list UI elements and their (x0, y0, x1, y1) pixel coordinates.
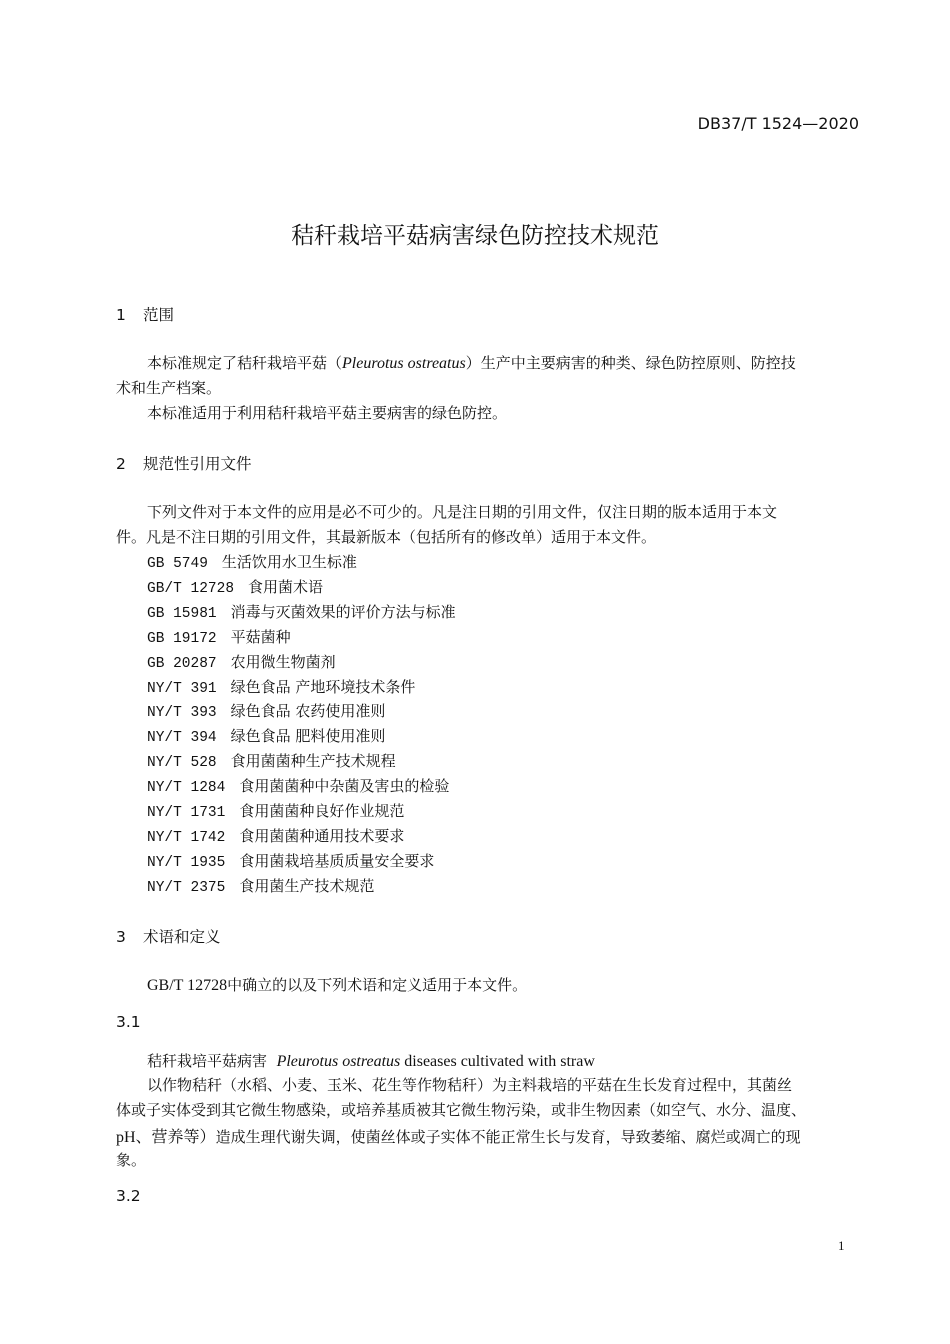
definition-line: 体或子实体受到其它微生物感染，或培养基质被其它微生物污染，或非生物因素（如空气、水分、温度、 (116, 1101, 807, 1119)
reference-item (147, 601, 456, 622)
reference-title: 食用菌生产技术规范 (239, 876, 375, 895)
reference-item (147, 775, 449, 796)
reference-item (147, 750, 396, 771)
reference-code: NY/T 393 (147, 705, 217, 722)
reference-title: 食用菌菌种生产技术规程 (230, 752, 396, 771)
reference-item (147, 676, 415, 697)
reference-title: 农用微生物菌剂 (230, 652, 336, 671)
reference-code: NY/T 1935 (147, 854, 226, 871)
reference-item (147, 551, 357, 572)
reference-title: 食用菌菌种中杂菌及害虫的检验 (239, 777, 450, 796)
section-title: 术语和定义 (143, 928, 221, 946)
reference-title: 食用菌术语 (248, 577, 324, 596)
text: 造成生理代谢失调，使菌丝体或子实体不能正常生长与发育，导致萎缩、腐烂或凋亡的现 (215, 1128, 801, 1146)
reference-code: NY/T 528 (147, 755, 217, 772)
text: 中确立的以及下列术语和定义适用于本文件。 (227, 976, 528, 994)
reference-title: 平菇菌种 (230, 627, 291, 646)
section-title: 规范性引用文件 (143, 455, 252, 473)
term-latin: Pleurotus ostreatus (276, 1053, 401, 1070)
reference-title: 消毒与灭菌效果的评价方法与标准 (230, 602, 456, 621)
text: 本标准规定了秸秆栽培平菇（ (147, 354, 343, 372)
reference-code: NY/T 2375 (147, 879, 226, 896)
reference-code: GB 5749 (147, 556, 208, 572)
reference-code: NY/T 1742 (147, 829, 226, 846)
section-number: 2 (116, 455, 126, 473)
scope-paragraph-line: 术和生产档案。 (116, 379, 222, 397)
section-title: 范围 (143, 306, 175, 324)
section-number: 1 (116, 306, 126, 324)
reference-title: 食用菌栽培基质质量安全要求 (239, 851, 435, 870)
text: pH、营养等） (116, 1129, 216, 1146)
definition-line: 象。 (116, 1151, 147, 1169)
reference-title: 绿色食品 产地环境技术条件 (230, 677, 416, 696)
document-number: DB37/T 1524—2020 (697, 114, 859, 133)
reference-item (147, 651, 336, 672)
reference-item (147, 850, 434, 871)
definition-line: 以作物秸秆（水稻、小麦、玉米、花生等作物秸秆）为主料栽培的平菇在生长发育过程中，其菌丝 (147, 1076, 793, 1094)
reference-item (147, 800, 404, 821)
terms-intro (147, 974, 527, 995)
term-heading (147, 1050, 595, 1071)
reference-title: 食用菌菌种良好作业规范 (239, 802, 405, 820)
reference-code: GB 19172 (147, 630, 217, 647)
reference-code: NY/T 1731 (147, 805, 226, 821)
definition-line (116, 1124, 801, 1147)
reference-code: NY/T 394 (147, 730, 217, 747)
reference-title: 生活饮用水卫生标准 (221, 553, 357, 571)
reference-item (147, 626, 291, 647)
term-english: diseases cultivated with straw (400, 1053, 595, 1070)
scope-paragraph: 本标准适用于利用秸秆栽培平菇主要病害的绿色防控。 (147, 404, 508, 422)
reference-item (147, 700, 385, 721)
reference-code: GB/T 12728 (147, 580, 235, 597)
reference-title: 绿色食品 肥料使用准则 (230, 727, 386, 746)
reference-code: GB 20287 (147, 655, 217, 672)
reference-code: GB 15981 (147, 605, 217, 622)
references-intro-line: 下列文件对于本文件的应用是必不可少的。凡是注日期的引用文件，仅注日期的版本适用于本文 (147, 503, 778, 521)
section-3-heading (116, 925, 221, 947)
term-chinese: 秸秆栽培平菇病害 (147, 1052, 268, 1070)
reference-code: NY/T 391 (147, 680, 217, 697)
reference-code: NY/T 1284 (147, 780, 226, 797)
subsection-3-1-number: 3.1 (116, 1013, 141, 1031)
latin-name: Pleurotus ostreatus (342, 355, 466, 372)
reference-item (147, 725, 385, 746)
text: ）生产中主要病害的种类、绿色防控原则、防控技 (465, 354, 796, 372)
reference-title: 绿色食品 农药使用准则 (230, 702, 386, 721)
page-title: 秸秆栽培平菇病害绿色防控技术规范 (291, 223, 659, 249)
subsection-3-2-number: 3.2 (116, 1187, 141, 1205)
scope-paragraph-line (147, 352, 796, 373)
references-intro-line: 件。凡是不注日期的引用文件，其最新版本（包括所有的修改单）适用于本文件。 (116, 528, 657, 546)
reference-title: 食用菌菌种通用技术要求 (239, 826, 405, 845)
section-number: 3 (116, 928, 126, 946)
page-number: 1 (838, 1238, 845, 1253)
section-1-heading (116, 303, 174, 325)
reference-item (147, 875, 374, 896)
section-2-heading (116, 452, 252, 474)
reference-item (147, 825, 404, 846)
reference-code: GB/T 12728 (147, 977, 228, 994)
reference-item (147, 576, 323, 597)
